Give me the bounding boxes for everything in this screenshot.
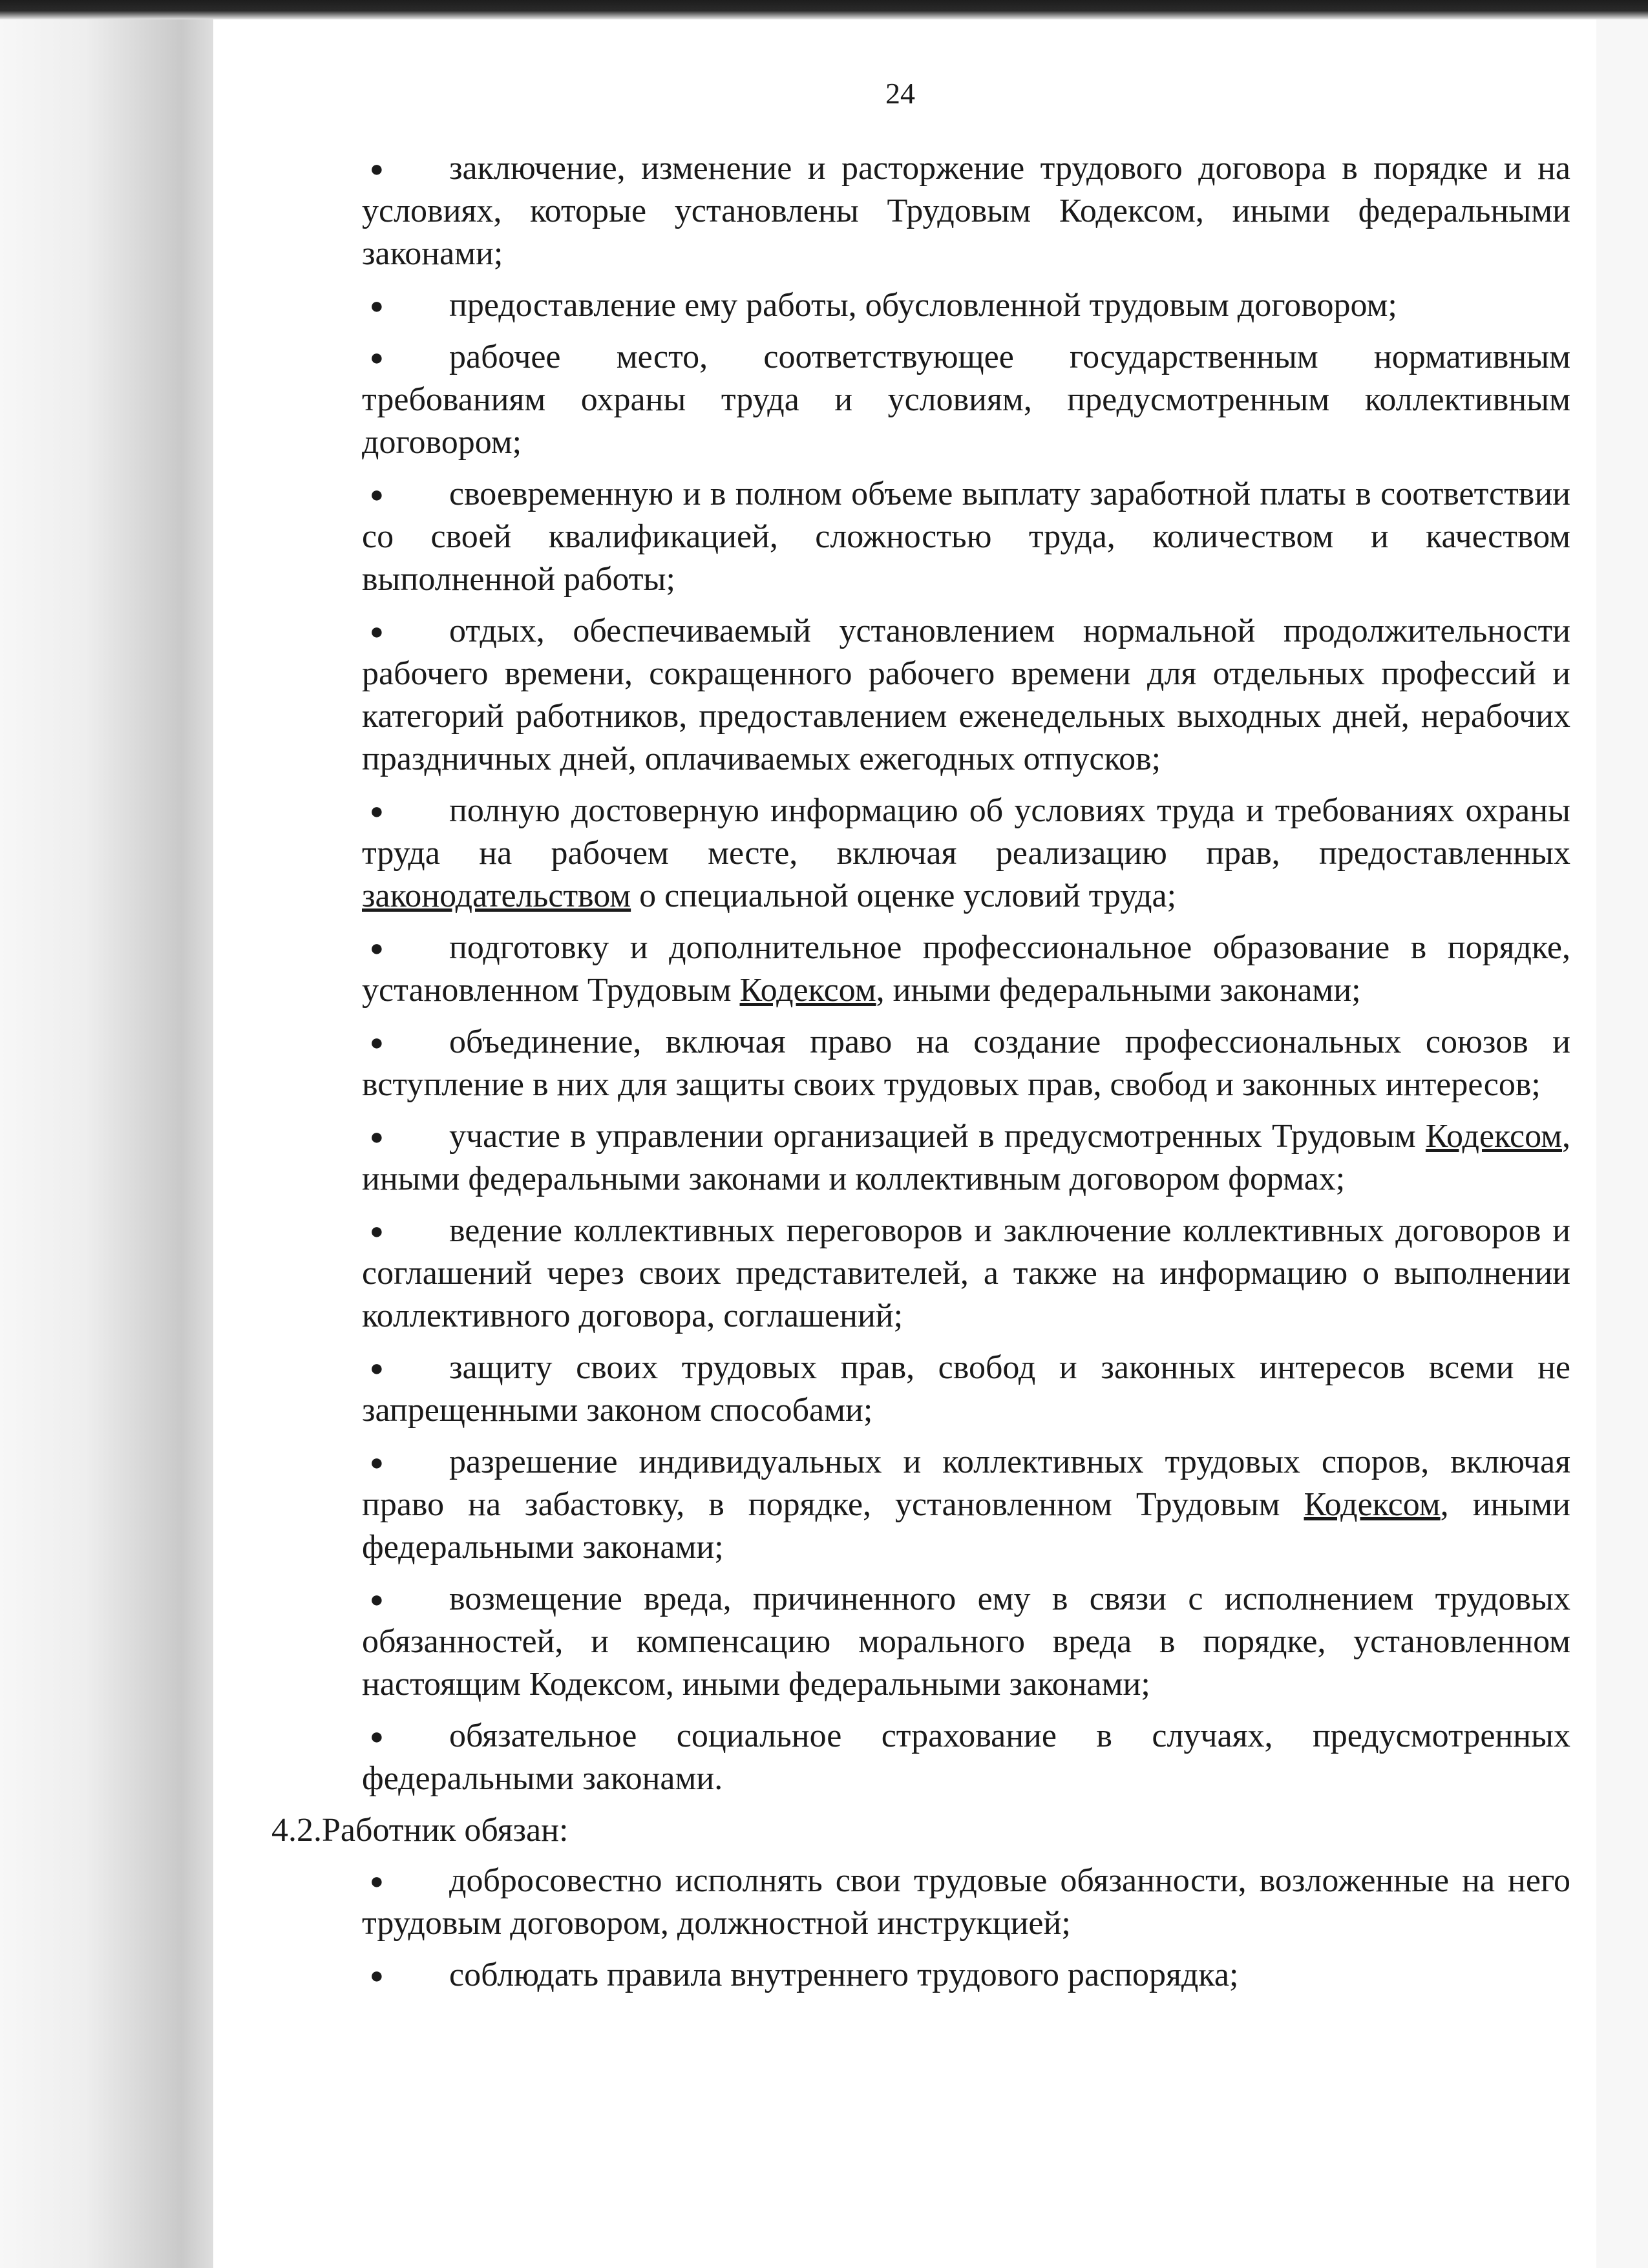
bullet-icon: ● [370,1868,384,1894]
code-link[interactable]: Кодексом [1304,1486,1441,1523]
bullet-icon: ● [370,618,384,644]
list-item-text: , иными федеральными законами и коллективным договором формах; [362,1118,1570,1197]
list-item-text: рабочее место, соответствующее государственным нормативным требованиям охраны труда и условиям, предусмотренным коллективным договором; [362,339,1570,461]
bullet-icon: ● [370,935,384,961]
code-link[interactable]: Кодексом [1425,1118,1562,1155]
bullet-icon: ● [370,344,384,370]
list-item-text: участие в управлении организацией в предусмотренных Трудовым [449,1118,1426,1155]
bullet-icon: ● [370,293,384,319]
list-item [362,473,1570,601]
list-item-text: подготовку и дополнительное профессиональное образование в порядке, установленном Трудовым [362,929,1570,1009]
list-item-text: заключение, изменение и расторжение трудового договора в порядке и на условиях, которые установлены Трудовым Кодексом, иными федеральными законами; [362,150,1570,272]
list-item [362,336,1570,464]
list-item [362,610,1570,781]
list-item-text: разрешение индивидуальных и коллективных трудовых споров, включая право на забастовку, в порядке, установленном Трудовым [362,1444,1570,1523]
bullet-icon: ● [370,481,384,507]
bullet-icon: ● [370,1124,384,1150]
section-heading: 4.2.Работник обязан: [271,1812,569,1849]
bullet-icon: ● [370,156,384,182]
bullet-icon: ● [370,1723,384,1749]
list-item-text: обязательное социальное страхование в случаях, предусмотренных федеральными законами. [362,1717,1570,1797]
list-item [362,1210,1570,1338]
bullet-icon: ● [370,1218,384,1244]
list-item-text: , иными федеральными законами; [876,972,1361,1009]
list-item [362,284,1570,327]
list-item [362,1347,1570,1432]
list-item [362,1441,1570,1569]
list-item-text: отдых, обеспечиваемый установлением нормальной продолжительности рабочего времени, сокращенного рабочего времени для отдельных профессий и категорий работников, предоставлением еженедельных выходных дней, нерабочих праздничных дней, оплачиваемых ежегодных отпусков; [362,613,1570,777]
list-item-text: о специальной оценке условий труда; [631,877,1177,914]
list-item [362,147,1570,275]
bullet-icon: ● [370,1449,384,1475]
list-item [362,1578,1570,1706]
bullet-icon: ● [370,1586,384,1612]
list-item [362,790,1570,918]
bullet-icon: ● [370,1029,384,1055]
page-number: 24 [885,77,915,110]
list-item [362,1715,1570,1800]
scan-top-edge [0,0,1648,19]
list-item [362,1860,1570,1945]
facing-page-edge [1596,19,1648,2268]
list-item-text: ведение коллективных переговоров и заключение коллективных договоров и соглашений через своих представителей, а также на информацию о выполнении коллективного договора, соглашений; [362,1212,1570,1334]
list-item-text: объединение, включая право на создание профессиональных союзов и вступление в них для защиты своих трудовых прав, свобод и законных интересов; [362,1024,1570,1103]
list-item-text: защиту своих трудовых прав, свобод и законных интересов всеми не запрещенными законом способами; [362,1349,1570,1429]
list-item-text: полную достоверную информацию об условиях труда и требованиях охраны труда на рабочем месте, включая реализацию прав, предоставленных [362,792,1570,872]
list-item [362,1115,1570,1201]
bullet-icon: ● [370,1962,384,1988]
bullet-icon: ● [370,1355,384,1381]
code-link[interactable]: Кодексом [739,972,876,1009]
list-item-text: добросовестно исполнять свои трудовые обязанности, возложенные на него трудовым договором, должностной инструкцией; [362,1862,1570,1942]
list-item-text: соблюдать правила внутреннего трудового распорядка; [449,1957,1239,1993]
list-item [362,927,1570,1012]
list-item [362,1954,1570,1997]
list-item [362,1021,1570,1106]
document-body [271,147,1570,2006]
law-link[interactable]: законодательством [362,877,631,914]
list-item-text: предоставление ему работы, обусловленной трудовым договором; [449,287,1397,324]
list-item-text: возмещение вреда, причиненного ему в связи с исполнением трудовых обязанностей, и компенсацию морального вреда в порядке, установленном настоящим Кодексом, иными федеральными законами; [362,1580,1570,1703]
list-item-text: , иными федеральными законами; [362,1486,1570,1566]
bullet-icon: ● [370,798,384,824]
binding-shadow [0,19,213,2268]
list-item-text: своевременную и в полном объеме выплату заработной платы в соответствии со своей квалификацией, сложностью труда, количеством и качеством выполненной работы; [362,476,1570,598]
